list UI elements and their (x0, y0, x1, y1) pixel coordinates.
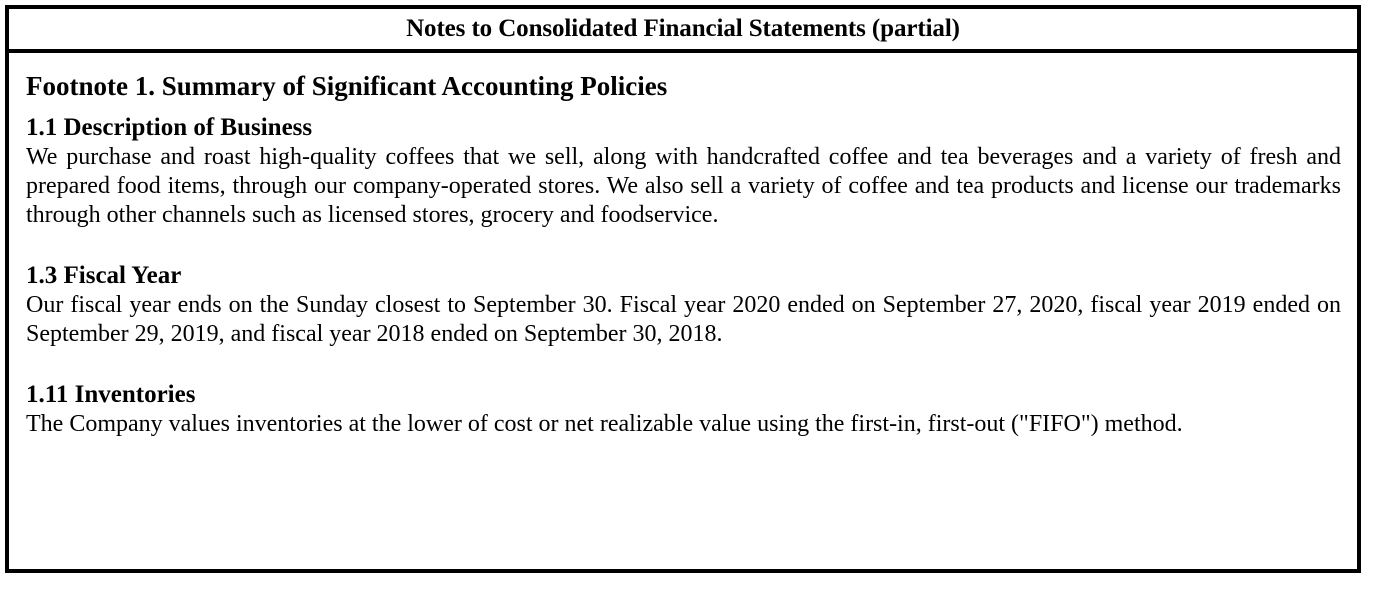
section-heading: 1.1 Description of Business (26, 114, 313, 141)
footnote-heading: Footnote 1. Summary of Significant Accounting Policies (26, 71, 668, 101)
section-inventories (26, 380, 1341, 439)
section-text: Our fiscal year ends on the Sunday closest to September 30. Fiscal year 2020 ended on September 27, 2020, fiscal year 2019 ended on September 29, 2019, and fiscal year 2018 ended on September 30, 2018. (26, 292, 1341, 347)
document-frame (5, 5, 1361, 573)
section-text: We purchase and roast high-quality coffees that we sell, along with handcrafted coffee and tea beverages and a variety of fresh and prepared food items, through our company-operated stores. We also sell a variety of coffee and tea products and license our trademarks through other channels such as licensed stores, grocery and foodservice. (26, 144, 1341, 228)
section-heading: 1.3 Fiscal Year (26, 262, 182, 289)
title-bar (9, 9, 1357, 53)
section-fiscal-year (26, 261, 1341, 349)
document-body (9, 69, 1357, 439)
section-description-of-business (26, 113, 1341, 230)
section-heading: 1.11 Inventories (26, 381, 196, 408)
document-title: Notes to Consolidated Financial Statements (partial) (406, 15, 960, 42)
section-text: The Company values inventories at the lower of cost or net realizable value using the first-in, first-out ("FIFO") method. (26, 411, 1183, 437)
